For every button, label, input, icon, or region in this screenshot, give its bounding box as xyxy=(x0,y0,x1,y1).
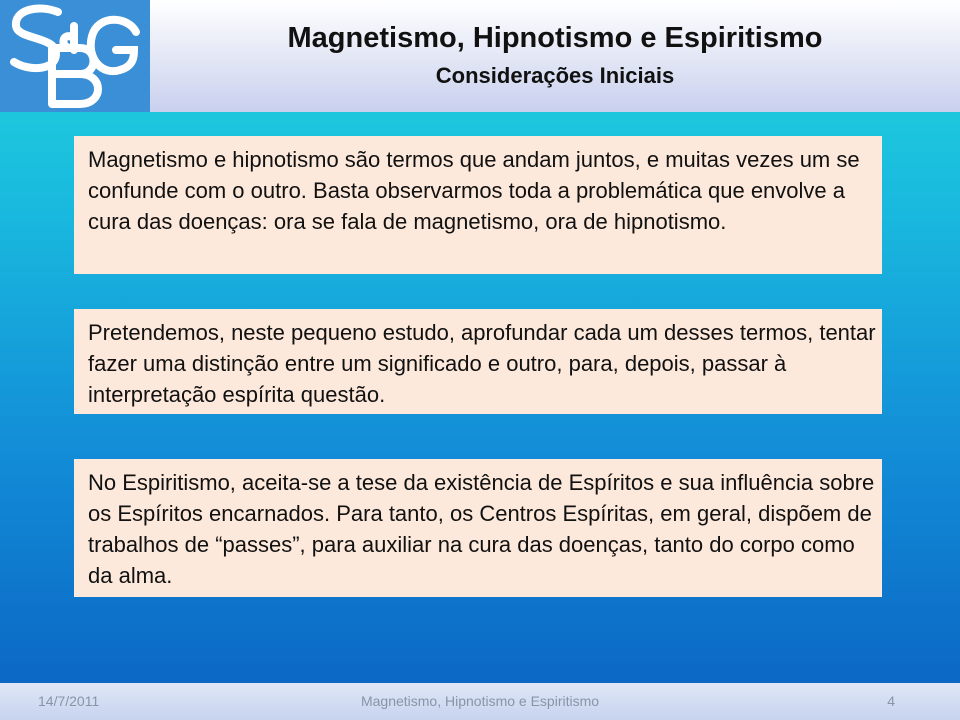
paragraph-box-2: Pretendemos, neste pequeno estudo, aprofundar cada um desses termos, tentar fazer uma distinção entre um significado e outro, para, depois, passar à interpretação espírita questão. xyxy=(74,309,882,414)
footer-page-number: 4 xyxy=(887,693,895,709)
slide-header xyxy=(0,0,960,112)
footer-title: Magnetismo, Hipnotismo e Espiritismo xyxy=(360,693,600,709)
sbg-logo xyxy=(0,0,150,112)
paragraph-box-3: No Espiritismo, aceita-se a tese da existência de Espíritos e sua influência sobre os Espíritos encarnados. Para tanto, os Centros Espíritas, em geral, dispõem de trabalhos de “passes”, para auxiliar na cura das doenças, tanto do corpo como da alma. xyxy=(74,459,882,597)
slide-footer xyxy=(0,683,960,720)
slide-title: Magnetismo, Hipnotismo e Espiritismo xyxy=(287,22,823,54)
slide-subtitle: Considerações Iniciais xyxy=(435,63,675,88)
paragraph-box-1: Magnetismo e hipnotismo são termos que andam juntos, e muitas vezes um se confunde com o outro. Basta observarmos toda a problemática que envolve a cura das doenças: ora se fala de magnetismo, ora de hipnotismo. xyxy=(74,136,882,274)
footer-date: 14/7/2011 xyxy=(38,693,100,709)
